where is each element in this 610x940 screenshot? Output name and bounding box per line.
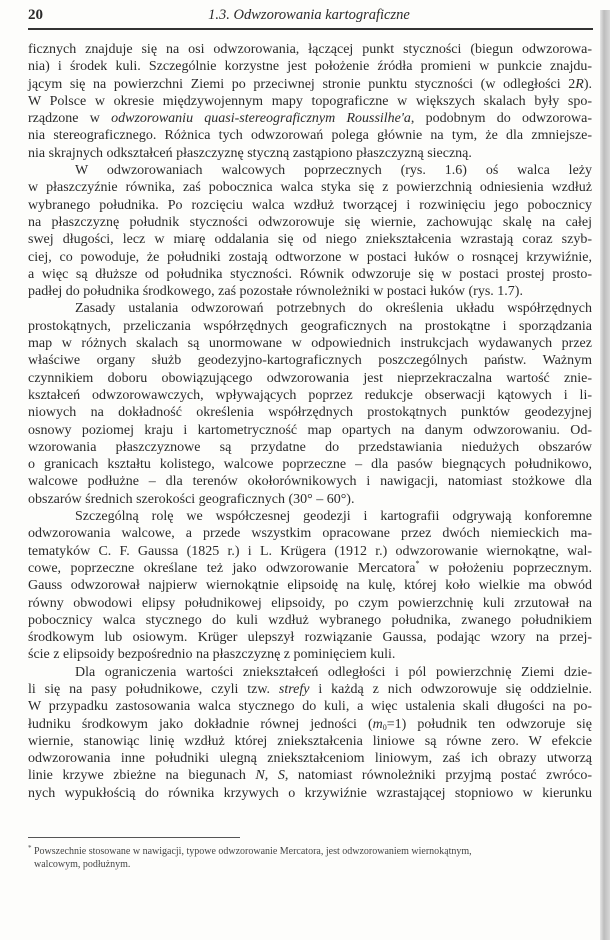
text-line bbox=[28, 716, 592, 733]
text-span: łudniku środkowym jako dokładnie równej jedności ( bbox=[28, 716, 373, 732]
text-line bbox=[28, 76, 592, 93]
text-line: prostokątnych, przeliczania współrzędnych geograficznych na prostokątne i sporządzania bbox=[28, 318, 592, 334]
text-line bbox=[28, 560, 592, 577]
footnote-line: walcowym, podłużnym. bbox=[34, 859, 131, 870]
text-line: Zasady ustalania odwzorowań potrzebnych do określenia układu współrzędnych bbox=[75, 301, 592, 317]
text-line: odwzorowania inne południki ulegną zniekształceniom liniowym, zaś ich obrazy utworzą bbox=[28, 751, 592, 767]
paragraph bbox=[28, 41, 592, 162]
page-number: 20 bbox=[28, 7, 43, 23]
paragraph bbox=[28, 162, 592, 300]
text-line: nia skrajnych odkształceń płaszczyznę styczną zastąpiono płaszczyzną sieczną. bbox=[28, 145, 472, 161]
text-line bbox=[28, 767, 592, 784]
text-sub: 0 bbox=[382, 722, 387, 732]
text-i: strefy bbox=[278, 681, 310, 697]
text-span: linie krzywe zbieżne na biegunach bbox=[28, 768, 256, 784]
text-line: w płaszczyźnie równika, zaś pobocznica walca styka się z powierzchnią odniesienia wzdłuż bbox=[28, 180, 592, 196]
text-line: nia) i środek kuli. Szczególnie korzystne jest położenie źródła promieni w punkcie znajdu- bbox=[28, 59, 592, 75]
paragraph bbox=[28, 300, 592, 508]
text-span: rządzone w bbox=[28, 111, 112, 127]
footnote-line bbox=[28, 845, 592, 858]
body-text bbox=[28, 41, 592, 802]
text-line: W przypadku zastosowania walca stycznego do kuli, a więc ustalenia skali długości na po- bbox=[28, 699, 592, 715]
footnote-rule bbox=[28, 837, 240, 838]
text-line: wiernie, stanowiąc linię wzdłuż której zniekształcenia liniowe są równe zero. W efekcie bbox=[28, 733, 592, 749]
text-line: na płaszczyznę południk styczności odwzorowuje się wiernie, zachowując skalę na całej bbox=[28, 214, 592, 230]
text-line: równy obwodowi elipsy południkowej elipsoidy, po czym powierzchnię kuli zrzutował na bbox=[28, 595, 592, 611]
text-line: niowych na dokładność określenia współrzędnych prostokątnych punktów geodezyjnej bbox=[28, 405, 592, 421]
text-line: a więc są dłuższe od południka styczności. Równik odwzoruje się w postaci prostej prosto- bbox=[28, 266, 592, 282]
header-rule bbox=[28, 28, 593, 30]
paragraph bbox=[28, 664, 592, 802]
text-line: nia stereograficznego. Różnica tych odwzorowań polega głównie na tym, że dla zmniejsze- bbox=[28, 128, 592, 144]
text-span: i każdą z nich odwzorowuje się oddzielnie. bbox=[309, 681, 592, 697]
page-edge-shadow bbox=[600, 10, 610, 940]
text-line bbox=[28, 681, 592, 698]
text-span: ). bbox=[583, 76, 592, 92]
text-line: swej długości, lecz w miarę oddalania się od niego zniekształcenia wzrastają coraz szyb- bbox=[28, 232, 592, 248]
text-line: walcowe podłużne – dla terenów okołorównikowych i nawigacji, natomiast stożkowe dla bbox=[28, 474, 592, 490]
text-line: o granicach kształtu kolistego, walcowe poprzeczne – dla pasów biegnących południkowo, bbox=[28, 457, 592, 473]
text-line: czynnikiem doboru obowiązującego odwzorowania jest nieprzekraczalna wartość znie- bbox=[28, 370, 592, 386]
text-line: ficznych znajduje się na osi odwzorowania, łączącej punkt styczności (biegun odwzorowa- bbox=[28, 42, 592, 57]
text-line: ciej, co powoduje, że południki zostają odtworzone w postaci łuków o rosnącej krzywiźnie, bbox=[28, 249, 592, 265]
text-line: ście z elipsoidy bezpośrednio na płaszczyznę z pominięciem kuli. bbox=[28, 647, 396, 663]
text-sup: * bbox=[415, 558, 420, 568]
text-span: w położeniu poprzecznym. bbox=[419, 560, 592, 576]
paragraph bbox=[28, 508, 592, 664]
text-line: Gauss odwzorował najpierw wiernokątnie elipsoidę na kulę, której koło wielkie ma obwód bbox=[28, 578, 592, 594]
text-line: obszarów średnich szerokości geograficznych (30° – 60°). bbox=[28, 491, 355, 507]
text-line: W odwzorowaniach walcowych poprzecznych (rys. 1.6) oś walca leży bbox=[75, 163, 592, 179]
text-line: środkowym lub osiowym. Krüger ulepszył rozwiązanie Gaussa, podając wzory na przej- bbox=[28, 630, 592, 646]
text-span: cowe, poprzeczne określane też jako odwzorowanie Mercatora bbox=[28, 560, 416, 576]
text-span: li się na pasy południkowe, czyli tzw. bbox=[28, 681, 279, 697]
text-line: Szczególną rolę we współczesnej geodezji i kartografii odgrywają konforemne bbox=[75, 509, 592, 525]
text-line: map w różnych skalach są unormowane w odpowiednich instrukcjach wydawanych przez bbox=[28, 336, 592, 352]
text-i: R bbox=[575, 76, 584, 92]
text-span: , natomiast równoleżniki przyjmą postać zwróco- bbox=[284, 768, 592, 784]
text-line: tematyków C. F. Gaussa (1825 r.) i L. Krügera (1912 r.) odwzorowanie wiernokątne, wal- bbox=[28, 543, 592, 559]
text-line: kształceń odwzorowawczych, wpływających poprzez redukcje obserwacji kątowych i li- bbox=[28, 387, 592, 403]
running-header bbox=[28, 4, 590, 26]
text-span: =1) południk ten odwzoruje się bbox=[386, 716, 592, 732]
text-line bbox=[28, 110, 592, 127]
text-i: odwzorowaniu quasi-stereograficznym Roussilhe'a bbox=[111, 111, 411, 127]
footnote-text: Powszechnie stosowane w nawigacji, typowe odwzorowanie Mercatora, jest odwzorowaniem wiernokątnym, bbox=[34, 846, 472, 857]
running-title: 1.3. Odwzorowania kartograficzne bbox=[208, 7, 410, 23]
text-span: , podobnym do odwzorowa- bbox=[410, 111, 592, 127]
text-i: N, S bbox=[255, 768, 285, 784]
text-line: właściwe organy służb geodezyjno-kartograficznych poszczególnych państw. Ważnym bbox=[28, 353, 592, 369]
text-line: W Polsce w okresie międzywojennym mapy topograficzne w większych skalach były spo- bbox=[28, 93, 592, 109]
text-line: Dla ograniczenia wartości zniekształceń odległości i pól powierzchnię Ziemi dzie- bbox=[75, 664, 592, 680]
text-line: nych wypukłością do równika krzywych o krzywiźnie wzrastającej stopniowo w kierunku bbox=[28, 785, 592, 801]
text-i: m bbox=[372, 716, 383, 732]
text-line: padłej do południka środkowego, zaś pozostałe równoleżniki w postaci łuków (rys. 1.7). bbox=[28, 284, 523, 300]
text-line: osnowy poziomej kraju i kartometryczność map opartych na danym odwzorowaniu. Od- bbox=[28, 422, 592, 438]
text-line: wzorowania płaszczyznowe są przydatne do przedstawiania niedużych obszarów bbox=[28, 439, 592, 455]
footnote bbox=[28, 845, 592, 871]
text-line: pobocznicy walca stycznego do kuli wzdłuż wybranego południka, zwanego południkiem bbox=[28, 612, 592, 628]
text-line: odwzorowania walcowe, a przede wszystkim opracowane przez dwóch niemieckich ma- bbox=[28, 526, 592, 542]
text-line: wybranego południka. Po rozcięciu walca wzdłuż tworzącej i rozwinięciu jego pobocznicy bbox=[28, 197, 592, 213]
footnote-marker: * bbox=[28, 844, 32, 852]
text-span: jącym się na powierzchni Ziemi po przeciwnej stronie punktu styczności (w odległości 2 bbox=[28, 76, 576, 92]
